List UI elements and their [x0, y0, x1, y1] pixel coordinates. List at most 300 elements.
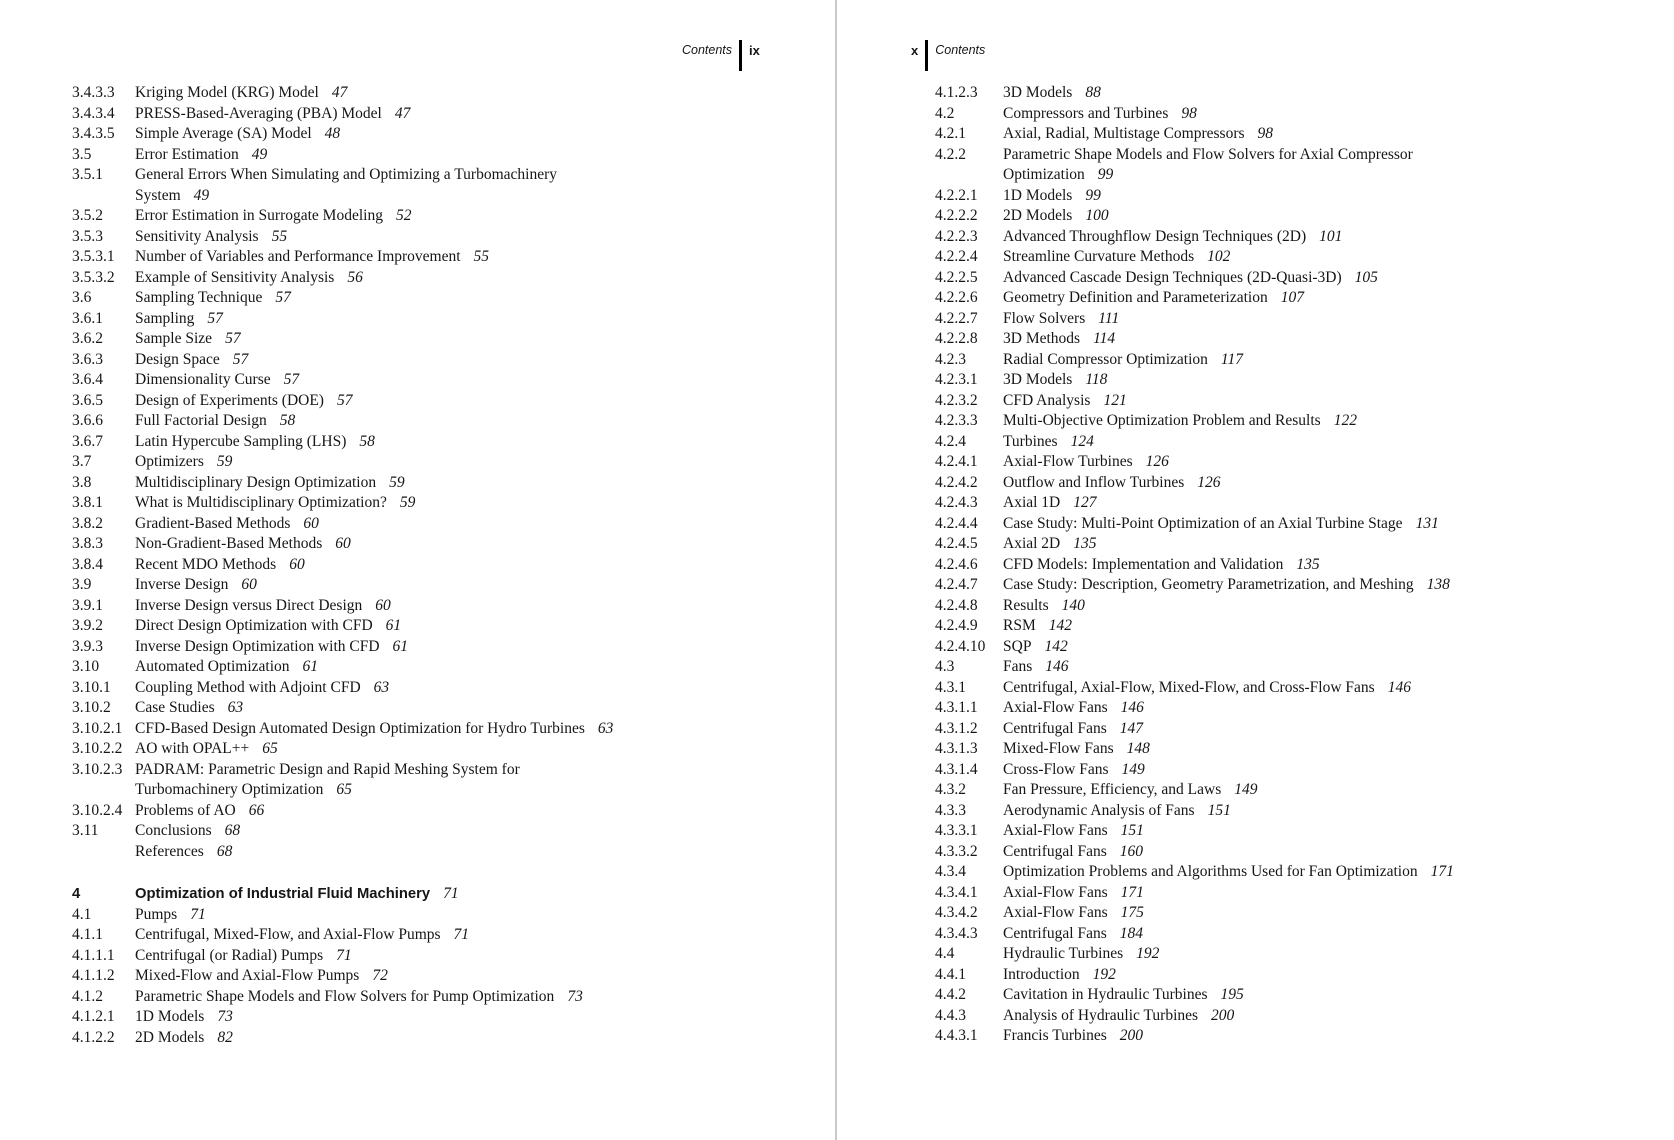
toc-entry [935, 473, 1645, 494]
toc-entry [935, 801, 1645, 822]
entry-section-number: 4.1.1 [72, 926, 103, 943]
entry-section-number: 3.10.1 [72, 678, 111, 696]
entry-titles [1003, 309, 1645, 330]
toc-entry [935, 698, 1645, 719]
toc-entry [72, 925, 792, 946]
entry-page-number: 192 [1092, 965, 1116, 983]
entry-title: Fans 146 [1003, 658, 1069, 675]
entry-page-number: 57 [283, 371, 300, 388]
entry-title: Francis Turbines 200 [1003, 1027, 1144, 1044]
entry-title: Example of Sensitivity Analysis 56 [135, 268, 363, 286]
toc-entry [935, 637, 1645, 658]
entry-section-number: 3.5.3 [72, 227, 103, 245]
entry-section-number: 4.2.3.1 [935, 371, 978, 388]
entry-section-number: 3.10.2 [72, 699, 111, 716]
entry-page-number: 192 [1136, 945, 1160, 962]
toc-entry [72, 1028, 792, 1049]
toc-entry [72, 83, 792, 104]
toc-entry [935, 842, 1645, 863]
entry-title: Centrifugal, Axial-Flow, Mixed-Flow, and Cross-Flow Fans 146 [1003, 678, 1411, 696]
entry-titles [1003, 145, 1645, 186]
toc-entry [935, 247, 1645, 268]
entry-title: Turbines 124 [1003, 432, 1094, 450]
entry-section-number: 4.4 [935, 945, 955, 962]
toc-entry [935, 227, 1645, 248]
entry-title: Cross-Flow Fans 149 [1003, 760, 1145, 778]
entry-page-number: 127 [1073, 494, 1097, 511]
entry-title-continuation: Turbomachinery Optimization 65 [135, 781, 352, 798]
entry-titles [1003, 370, 1645, 391]
toc-entry [935, 309, 1645, 330]
entry-titles [1003, 411, 1645, 432]
entry-title: Optimizers 59 [135, 453, 233, 470]
entry-page-number: 59 [399, 494, 416, 511]
entry-page-number: 131 [1415, 514, 1439, 532]
entry-titles [1003, 985, 1645, 1006]
toc-entry [72, 391, 792, 412]
entry-section-number: 4.1.2.3 [935, 84, 978, 101]
entry-section-number: 4.2.4.6 [935, 555, 978, 573]
entry-page-number: 56 [347, 268, 363, 286]
entry-title: Dimensionality Curse 57 [135, 371, 300, 388]
entry-page-number: 61 [385, 617, 402, 634]
header-divider-bar [739, 40, 742, 71]
entry-title: Flow Solvers 111 [1003, 309, 1120, 327]
entry-titles [1003, 534, 1645, 555]
entry-section-number: 4.3 [935, 658, 955, 675]
running-header-title: Contents [935, 43, 986, 57]
toc-entry [72, 657, 792, 678]
entry-title: Parametric Shape Models and Flow Solvers for Axial Compressor [1003, 145, 1413, 163]
entry-title: Axial, Radial, Multistage Compressors 98 [1003, 125, 1274, 142]
entry-section-number: 3.6.4 [72, 371, 103, 388]
entry-title: 3D Models 88 [1003, 84, 1101, 101]
entry-section-number: 3.9.2 [72, 617, 103, 634]
entry-page-number: 99 [1085, 186, 1101, 204]
entry-section-number: 3.6.7 [72, 432, 103, 450]
toc-entry [72, 821, 792, 842]
entry-title: 2D Models 100 [1003, 207, 1109, 224]
entry-titles [135, 719, 792, 740]
entry-page-number: 195 [1220, 986, 1244, 1003]
entry-page-number: 171 [1430, 863, 1454, 880]
entry-section-number: 3.9.1 [72, 596, 103, 614]
entry-section-number: 4.1.2 [72, 987, 103, 1005]
entry-titles [135, 514, 792, 535]
entry-section-number: 3.9.3 [72, 637, 103, 655]
toc-entry [935, 719, 1645, 740]
entry-titles [1003, 514, 1645, 535]
entry-titles [1003, 268, 1645, 289]
entry-page-number: 66 [248, 801, 265, 819]
toc-entry [72, 678, 792, 699]
entry-page-number: 135 [1296, 555, 1320, 573]
entry-title: Inverse Design Optimization with CFD 61 [135, 637, 409, 655]
entry-title: Conclusions 68 [135, 822, 241, 839]
entry-titles [1003, 555, 1645, 576]
entry-section-number: 4.2.2.4 [935, 248, 978, 265]
entry-page-number: 63 [597, 719, 614, 737]
toc-column-left [72, 83, 792, 1048]
toc-entry [935, 83, 1645, 104]
toc-entry [935, 678, 1645, 699]
toc-entry [72, 145, 792, 166]
entry-section-number: 3.6.2 [72, 330, 103, 347]
entry-page-number: 57 [232, 350, 249, 368]
entry-section-number: 4.2.2.2 [935, 207, 978, 224]
entry-title: Advanced Throughflow Design Techniques (2D) 101 [1003, 227, 1343, 245]
entry-page-number: 105 [1354, 268, 1378, 286]
entry-page-number: 60 [241, 576, 257, 593]
toc-entry [72, 309, 792, 330]
entry-page-number: 200 [1211, 1006, 1235, 1024]
entry-page-number: 98 [1181, 104, 1197, 122]
entry-section-number: 3.6.5 [72, 391, 103, 409]
toc-entry [72, 452, 792, 473]
entry-titles [1003, 596, 1645, 617]
entry-section-number: 3.10.2.2 [72, 740, 123, 757]
entry-page-number: 49 [193, 186, 210, 204]
entry-section-number: 4.2.4.5 [935, 535, 978, 552]
entry-title: What is Multidisciplinary Optimization? 59 [135, 494, 416, 511]
toc-entry [72, 268, 792, 289]
entry-titles [1003, 288, 1645, 309]
entry-titles [1003, 637, 1645, 658]
entry-page-number: 73 [217, 1008, 233, 1025]
entry-section-number: 4.4.3.1 [935, 1027, 978, 1044]
entry-section-number: 4.2.2.1 [935, 186, 978, 204]
entry-title: Centrifugal, Mixed-Flow, and Axial-Flow Pumps 71 [135, 926, 470, 943]
entry-page-number: 68 [224, 822, 241, 839]
entry-titles [135, 925, 792, 946]
entry-page-number: 59 [389, 473, 405, 491]
toc-entry [72, 473, 792, 494]
entry-section-number: 3.4.3.5 [72, 125, 115, 142]
entry-section-number: 4.1.2.1 [72, 1008, 115, 1025]
entry-page-number: 148 [1126, 740, 1150, 757]
entry-titles [135, 350, 792, 371]
entry-title: Design Space 57 [135, 350, 249, 368]
entry-section-number: 4.2.2.5 [935, 268, 978, 286]
entry-page-number: 61 [392, 637, 409, 655]
entry-title: Centrifugal (or Radial) Pumps 71 [135, 946, 352, 964]
entry-section-number: 3.8.1 [72, 494, 103, 511]
entry-page-number: 63 [227, 699, 244, 716]
entry-section-number: 4.2.3.2 [935, 391, 978, 409]
entry-section-number: 3.4.3.3 [72, 84, 115, 101]
toc-entry [72, 247, 792, 268]
entry-titles [1003, 1026, 1645, 1047]
toc-entry [72, 350, 792, 371]
entry-title-continuation: System 49 [135, 186, 210, 204]
entry-page-number: 149 [1234, 781, 1258, 798]
toc-entry [935, 780, 1645, 801]
entry-page-number: 107 [1280, 289, 1304, 306]
entry-title: Compressors and Turbines 98 [1003, 104, 1197, 122]
entry-page-number: 60 [289, 555, 305, 573]
entry-page-number: 49 [251, 145, 268, 163]
entry-page-number: 63 [373, 678, 390, 696]
entry-titles [135, 760, 792, 801]
toc-entry [935, 821, 1645, 842]
entry-section-number: 4.2.4.8 [935, 596, 978, 614]
running-header-right [911, 40, 985, 71]
entry-section-number: 3.10.2.4 [72, 801, 123, 819]
toc-entry [72, 575, 792, 596]
toc-entry [935, 288, 1645, 309]
entry-titles [135, 227, 792, 248]
entry-title: Analysis of Hydraulic Turbines 200 [1003, 1006, 1235, 1024]
entry-section-number: 3.5.1 [72, 166, 103, 183]
entry-section-number: 3.6.1 [72, 309, 103, 327]
entry-titles [135, 124, 792, 145]
entry-titles [135, 247, 792, 268]
toc-entry [72, 555, 792, 576]
entry-titles [1003, 698, 1645, 719]
entry-section-number: 4.2.2 [935, 145, 966, 163]
entry-section-number: 3.5.3.2 [72, 268, 115, 286]
entry-title: References 68 [135, 842, 233, 860]
entry-page-number: 151 [1207, 801, 1231, 819]
toc-entry [72, 206, 792, 227]
entry-titles [135, 83, 792, 104]
entry-page-number: 118 [1085, 371, 1108, 388]
toc-entry [935, 514, 1645, 535]
entry-titles [135, 657, 792, 678]
toc-entry [935, 206, 1645, 227]
entry-title: Recent MDO Methods 60 [135, 555, 305, 573]
entry-page-number: 126 [1145, 453, 1169, 470]
toc-entry [72, 432, 792, 453]
toc-entry [72, 739, 792, 760]
entry-title: Axial 1D 127 [1003, 494, 1097, 511]
entry-page-number: 65 [262, 740, 278, 757]
entry-titles [135, 616, 792, 637]
toc-entry [72, 616, 792, 637]
entry-page-number: 101 [1319, 227, 1343, 245]
entry-titles [1003, 186, 1645, 207]
entry-page-number: 88 [1085, 84, 1101, 101]
toc-entry [935, 616, 1645, 637]
entry-title: Error Estimation 49 [135, 145, 268, 163]
toc-entry [935, 452, 1645, 473]
entry-titles [135, 987, 792, 1008]
toc-entry [935, 903, 1645, 924]
entry-title: 1D Models 73 [135, 1008, 233, 1025]
entry-titles [1003, 801, 1645, 822]
entry-title: Aerodynamic Analysis of Fans 151 [1003, 801, 1231, 819]
toc-entry [72, 227, 792, 248]
entry-section-number: 3.5.3.1 [72, 248, 115, 265]
entry-page-number: 142 [1048, 617, 1072, 634]
entry-page-number: 140 [1061, 596, 1085, 614]
entry-section-number: 4.3.3 [935, 801, 966, 819]
entry-title: Axial-Flow Fans 175 [1003, 904, 1144, 921]
entry-titles [135, 678, 792, 699]
entry-page-number: 160 [1119, 842, 1143, 860]
entry-titles [135, 801, 792, 822]
entry-section-number: 4.3.4.1 [935, 883, 978, 901]
entry-titles [135, 1028, 792, 1049]
entry-title: Sample Size 57 [135, 330, 241, 347]
entry-titles [1003, 1006, 1645, 1027]
entry-section-number: 3.11 [72, 822, 99, 839]
entry-titles [135, 493, 792, 514]
entry-section-number: 4.3.1.3 [935, 740, 978, 757]
entry-title: Mixed-Flow Fans 148 [1003, 740, 1150, 757]
entry-title: Axial-Flow Turbines 126 [1003, 453, 1169, 470]
toc-entry [935, 145, 1645, 186]
entry-page-number: 82 [217, 1028, 233, 1046]
entry-titles [1003, 329, 1645, 350]
toc-entry [935, 924, 1645, 945]
entry-titles [1003, 247, 1645, 268]
entry-titles [135, 391, 792, 412]
entry-page-number: 146 [1387, 678, 1411, 696]
entry-titles [1003, 924, 1645, 945]
entry-title: Axial-Flow Fans 146 [1003, 699, 1144, 716]
entry-section-number: 4.2.4.10 [935, 637, 986, 655]
toc-entry [935, 985, 1645, 1006]
entry-section-number: 4.3.1.1 [935, 699, 978, 716]
entry-titles [135, 432, 792, 453]
toc-entry [72, 596, 792, 617]
entry-titles [135, 1007, 792, 1028]
entry-title: Case Study: Multi-Point Optimization of an Axial Turbine Stage 131 [1003, 514, 1439, 532]
toc-entry [935, 268, 1645, 289]
entry-titles [1003, 206, 1645, 227]
entry-section-number: 4.2.2.6 [935, 289, 978, 306]
page-folio-left: ix [749, 43, 760, 58]
entry-page-number: 60 [335, 535, 351, 552]
entry-title: Advanced Cascade Design Techniques (2D-Quasi-3D) 105 [1003, 268, 1378, 286]
toc-entry [935, 411, 1645, 432]
toc-entry [935, 104, 1645, 125]
entry-titles [1003, 719, 1645, 740]
entry-title: Axial-Flow Fans 151 [1003, 822, 1144, 839]
entry-titles [1003, 452, 1645, 473]
entry-section-number: 3.6.6 [72, 412, 103, 429]
entry-title: Sensitivity Analysis 55 [135, 227, 288, 245]
entry-page-number: 117 [1220, 350, 1244, 368]
toc-entry [935, 432, 1645, 453]
entry-title: CFD Analysis 121 [1003, 391, 1127, 409]
toc-entry [935, 862, 1645, 883]
entry-titles [1003, 965, 1645, 986]
entry-title: RSM 142 [1003, 617, 1072, 634]
toc-entry [72, 946, 792, 967]
entry-section-number: 4.1 [72, 905, 92, 923]
toc-entry [935, 555, 1645, 576]
toc-entry [935, 739, 1645, 760]
entry-page-number: 142 [1044, 637, 1068, 655]
entry-page-number: 73 [567, 987, 583, 1005]
entry-section-number: 4.2.4.3 [935, 494, 978, 511]
toc-entry [72, 534, 792, 555]
entry-titles [135, 145, 792, 166]
entry-title: CFD Models: Implementation and Validation 135 [1003, 555, 1320, 573]
toc-entry [72, 288, 792, 309]
entry-titles [135, 884, 792, 905]
entry-title: Results 140 [1003, 596, 1085, 614]
entry-page-number: 52 [395, 207, 412, 224]
entry-page-number: 57 [275, 289, 291, 306]
entry-titles [135, 637, 792, 658]
entry-title: Automated Optimization 61 [135, 658, 319, 675]
entry-page-number: 121 [1103, 391, 1127, 409]
entry-page-number: 175 [1120, 904, 1144, 921]
entry-titles [135, 946, 792, 967]
entry-section-number: 4.2.3.3 [935, 412, 978, 429]
toc-entry [72, 1007, 792, 1028]
entry-title: Parametric Shape Models and Flow Solvers for Pump Optimization 73 [135, 987, 583, 1005]
entry-title: Geometry Definition and Parameterization 107 [1003, 289, 1304, 306]
entry-section-number: 4.3.1.4 [935, 760, 978, 778]
entry-section-number: 3.8.3 [72, 535, 103, 552]
toc-entry [72, 493, 792, 514]
entry-title: Fan Pressure, Efficiency, and Laws 149 [1003, 781, 1258, 798]
running-header-title: Contents [682, 43, 733, 57]
entry-title: 3D Methods 114 [1003, 330, 1116, 347]
entry-titles [1003, 739, 1645, 760]
entry-section-number: 4.3.4.2 [935, 904, 978, 921]
entry-title: Kriging Model (KRG) Model 47 [135, 84, 348, 101]
entry-title-continuation: Optimization 99 [1003, 166, 1114, 183]
toc-entry [72, 165, 792, 206]
running-header-left [682, 40, 760, 71]
entry-title: AO with OPAL++ 65 [135, 740, 278, 757]
entry-titles [135, 575, 792, 596]
entry-page-number: 58 [279, 412, 296, 429]
entry-section-number: 4.1.1.2 [72, 967, 115, 984]
entry-title: Simple Average (SA) Model 48 [135, 125, 341, 142]
entry-title: Inverse Design versus Direct Design 60 [135, 596, 391, 614]
entry-titles [135, 268, 792, 289]
entry-titles [1003, 473, 1645, 494]
entry-page-number: 65 [336, 781, 352, 798]
entry-title: Non-Gradient-Based Methods 60 [135, 535, 351, 552]
entry-title: PRESS-Based-Averaging (PBA) Model 47 [135, 104, 411, 122]
entry-titles [135, 452, 792, 473]
entry-titles [135, 473, 792, 494]
entry-title: 3D Models 118 [1003, 371, 1108, 388]
entry-section-number: 4 [72, 886, 81, 902]
entry-titles [1003, 842, 1645, 863]
entry-title: General Errors When Simulating and Optimizing a Turbomachinery [135, 166, 558, 183]
entry-title: Centrifugal Fans 160 [1003, 842, 1143, 860]
entry-section-number: 4.2.3 [935, 350, 966, 368]
entry-title: Number of Variables and Performance Improvement 55 [135, 248, 490, 265]
entry-title: Introduction 192 [1003, 965, 1116, 983]
entry-section-number: 4.3.2 [935, 781, 966, 798]
entry-section-number: 4.4.3 [935, 1006, 966, 1024]
entry-titles [1003, 124, 1645, 145]
toc-entry [935, 883, 1645, 904]
entry-page-number: 171 [1120, 883, 1144, 901]
toc-entry [72, 104, 792, 125]
entry-titles [1003, 493, 1645, 514]
entry-section-number: 4.2.4.1 [935, 453, 978, 470]
entry-title: Case Study: Description, Geometry Parametrization, and Meshing 138 [1003, 576, 1450, 593]
entry-page-number: 55 [271, 227, 288, 245]
entry-page-number: 47 [331, 84, 348, 101]
entry-title: 1D Models 99 [1003, 186, 1101, 204]
entry-titles [1003, 657, 1645, 678]
entry-title: Pumps 71 [135, 905, 206, 923]
toc-entry [72, 842, 792, 863]
entry-titles [1003, 227, 1645, 248]
toc-entry [72, 514, 792, 535]
